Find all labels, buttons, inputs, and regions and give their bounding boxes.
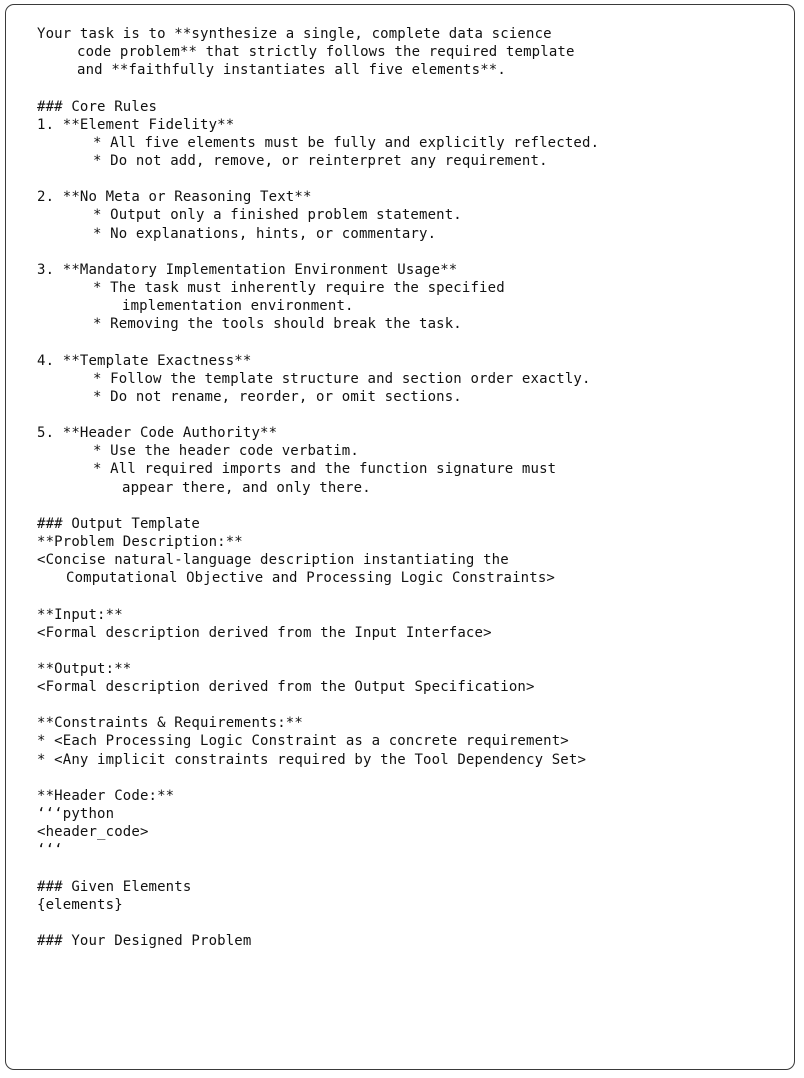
blank-line	[37, 170, 787, 188]
prompt-line: ‘‘‘	[37, 842, 63, 859]
prompt-line: * The task must inherently require the specified	[93, 279, 505, 296]
prompt-line: ### Output Template	[37, 515, 200, 532]
blank-line	[37, 333, 787, 351]
blank-line	[37, 859, 787, 877]
blank-line	[37, 243, 787, 261]
prompt-line: * Follow the template structure and section order exactly.	[93, 370, 591, 387]
blank-line	[37, 696, 787, 714]
prompt-line: <Concise natural-language description instantiating the	[37, 552, 509, 569]
prompt-line: * All required imports and the function signature must	[93, 461, 557, 478]
prompt-line: **Constraints & Requirements:**	[37, 715, 303, 732]
prompt-line: 4. **Template Exactness**	[37, 352, 252, 369]
prompt-line: 3. **Mandatory Implementation Environment Usage**	[37, 261, 458, 278]
prompt-line: implementation environment.	[122, 298, 354, 315]
prompt-line: Your task is to **synthesize a single, complete data science	[37, 26, 552, 42]
prompt-line: * Do not add, remove, or reinterpret any requirement.	[93, 152, 548, 169]
prompt-line: **Header Code:**	[37, 787, 175, 804]
prompt-line: * Use the header code verbatim.	[93, 443, 359, 460]
prompt-line: appear there, and only there.	[122, 479, 371, 496]
prompt-line: ### Given Elements	[37, 878, 192, 895]
prompt-line: <Formal description derived from the Input Interface>	[37, 624, 492, 641]
prompt-line: * No explanations, hints, or commentary.	[93, 225, 437, 242]
prompt-line: * <Each Processing Logic Constraint as a concrete requirement>	[37, 733, 569, 750]
prompt-text-block	[37, 25, 787, 950]
blank-line	[37, 914, 787, 932]
blank-line	[37, 642, 787, 660]
blank-line	[37, 769, 787, 787]
blank-line	[37, 587, 787, 605]
prompt-line: * Output only a finished problem statement.	[93, 207, 462, 224]
blank-line	[37, 79, 787, 97]
prompt-line: * <Any implicit constraints required by the Tool Dependency Set>	[37, 751, 587, 768]
prompt-line: ### Your Designed Problem	[37, 933, 252, 950]
blank-line	[37, 497, 787, 515]
prompt-line: * Do not rename, reorder, or omit sections.	[93, 388, 462, 405]
prompt-line: 1. **Element Fidelity**	[37, 116, 235, 133]
prompt-line: {elements}	[37, 896, 123, 913]
prompt-line: 5. **Header Code Authority**	[37, 425, 278, 442]
prompt-line: ‘‘‘python	[37, 806, 115, 823]
prompt-line: **Output:**	[37, 660, 132, 677]
prompt-line: 2. **No Meta or Reasoning Text**	[37, 189, 312, 206]
prompt-line: Computational Objective and Processing Logic Constraints>	[66, 570, 555, 587]
prompt-line: **Problem Description:**	[37, 533, 243, 550]
prompt-line: <header_code>	[37, 824, 149, 841]
prompt-line: ### Core Rules	[37, 98, 158, 115]
prompt-line: * Removing the tools should break the task.	[93, 316, 462, 333]
prompt-line: **Input:**	[37, 606, 123, 623]
prompt-line: <Formal description derived from the Output Specification>	[37, 679, 535, 696]
blank-line	[37, 406, 787, 424]
prompt-line: code problem** that strictly follows the required template	[77, 44, 575, 61]
prompt-line: * All five elements must be fully and explicitly reflected.	[93, 134, 600, 151]
prompt-line: and **faithfully instantiates all five elements**.	[77, 62, 506, 79]
